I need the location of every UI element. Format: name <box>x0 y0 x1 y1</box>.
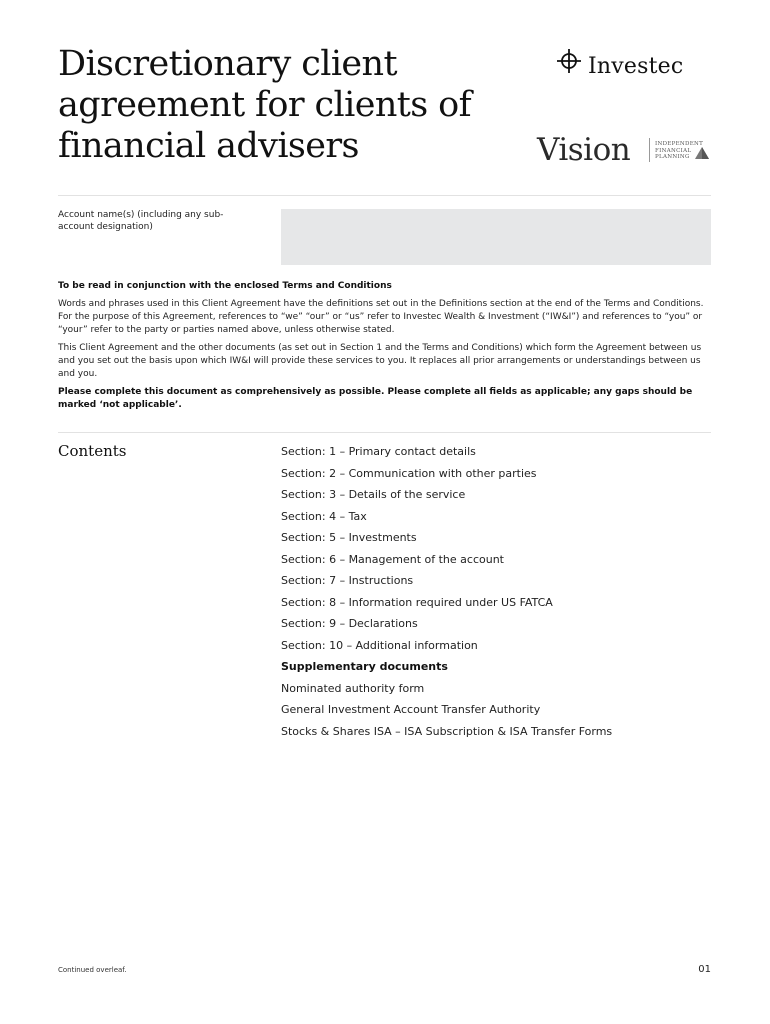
contents-divider <box>58 432 711 433</box>
contents-item-section-8[interactable]: Section: 8 – Information required under US FATCA <box>281 595 553 609</box>
vision-wordmark: Vision <box>537 132 631 168</box>
intro-heading: To be read in conjunction with the enclosed Terms and Conditions <box>58 281 392 291</box>
contents-item-section-6[interactable]: Section: 6 – Management of the account <box>281 552 504 566</box>
investec-logo <box>556 48 716 82</box>
vision-logo <box>537 132 717 172</box>
contents-item-section-5[interactable]: Section: 5 – Investments <box>281 531 417 544</box>
contents-item-section-4[interactable]: Section: 4 – Tax <box>281 509 367 523</box>
document-title: Discretionary client agreement for clients of financial advisers <box>58 44 471 166</box>
vision-subtitle: INDEPENDENT FINANCIAL PLANNING <box>655 141 704 160</box>
contents-item-section-2[interactable]: Section: 2 – Communication with other parties <box>281 466 537 480</box>
definitions-paragraph: Words and phrases used in this Client Agreement have the definitions set out in the Definitions section at the end of the Terms and Conditions. For the purpose of this Agreement, references to “we” “our” or “us” refer to Investec Wealth & Investment (“IW&I”) and references to “you” or “your” refer to the party or parties named above, unless otherwise stated. <box>58 299 704 335</box>
completion-instruction: Please complete this document as comprehensively as possible. Please complete all fields as applicable; any gaps should be marked ‘not applicable’. <box>58 387 693 410</box>
contents-item-section-10[interactable]: Section: 10 – Additional information <box>281 638 478 652</box>
supplementary-item-isa-forms[interactable]: Stocks & Shares ISA – ISA Subscription & ISA Transfer Forms <box>281 724 613 738</box>
contents-item-section-7[interactable]: Section: 7 – Instructions <box>281 574 414 587</box>
page-number: 01 <box>698 964 711 975</box>
investec-wordmark: Investec <box>588 54 684 79</box>
contents-item-section-3[interactable]: Section: 3 – Details of the service <box>281 488 466 501</box>
header-divider <box>58 195 711 196</box>
supplementary-item-gia-transfer[interactable]: General Investment Account Transfer Authority <box>281 703 541 716</box>
crosshair-icon <box>556 48 582 74</box>
contents-item-section-1[interactable]: Section: 1 – Primary contact details <box>281 445 476 458</box>
supplementary-heading: Supplementary documents <box>281 660 448 673</box>
logo-divider <box>649 138 650 162</box>
account-name-label: Account name(s) (including any sub-account designation) <box>58 210 224 232</box>
contents-item-section-9[interactable]: Section: 9 – Declarations <box>281 617 418 630</box>
pyramid-icon <box>695 147 709 159</box>
contents-list <box>281 441 711 742</box>
intro-section <box>58 280 711 417</box>
supplementary-item-nominated-authority[interactable]: Nominated authority form <box>281 681 425 695</box>
contents-title: Contents <box>58 442 127 460</box>
agreement-paragraph: This Client Agreement and the other documents (as set out in Section 1 and the Terms and Conditions) which form the Agreement between us and you set out the basis upon which IW&I will provide these services to you. It replaces all prior arrangements or understandings between us and you. <box>58 343 702 379</box>
account-name-field[interactable] <box>281 209 711 265</box>
continued-note: Continued overleaf. <box>58 966 127 974</box>
